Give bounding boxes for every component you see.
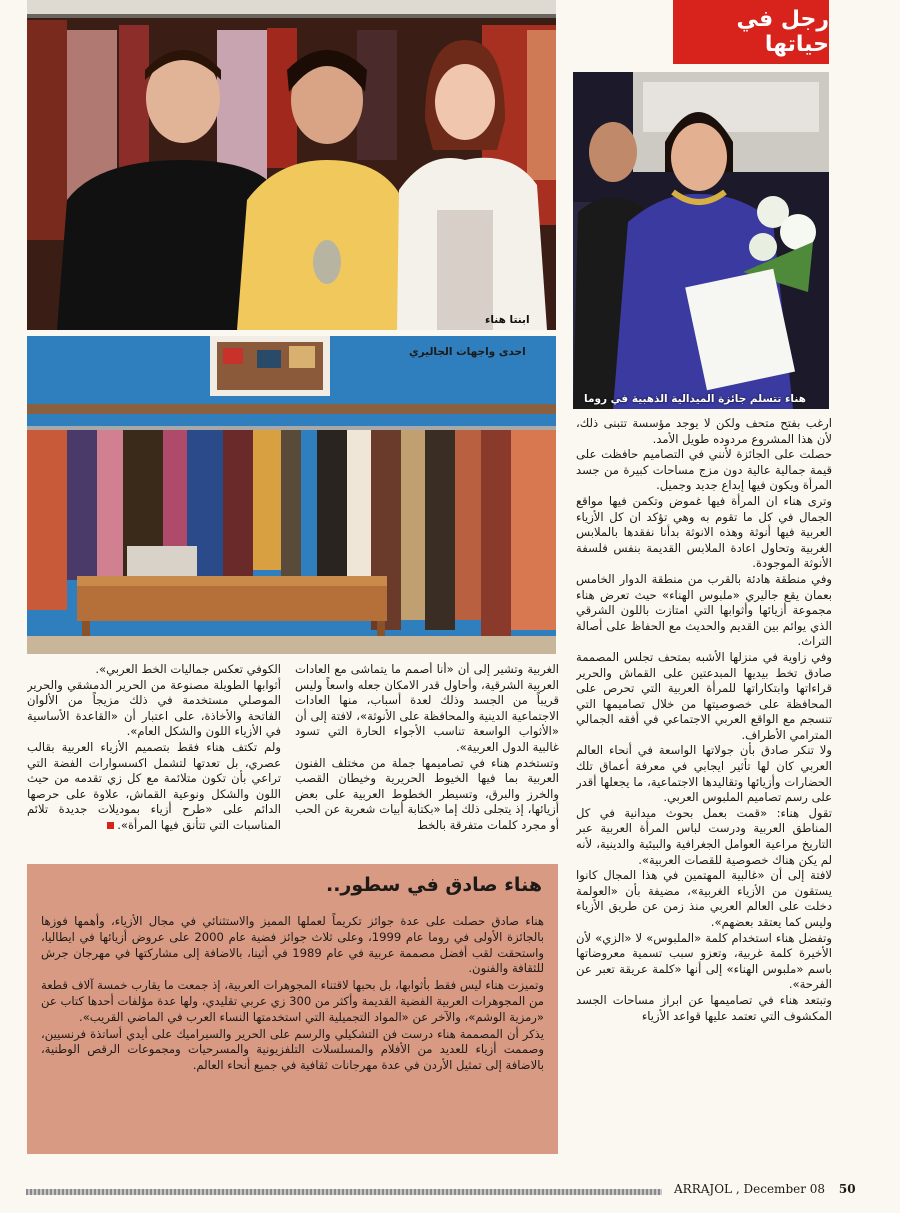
paragraph-text: ولم تكتف هناء فقط بتصميم الأزياء العربية بقالب عصري، بل تعدتها لتشمل اكسسوارات الفضة التي تراعي بأن تكون متلائمة مع كل زي تقدمه من حيث اللون والشكل ونوعية القماش، علاوة على حرصها الدائم على «طرح أزياء بموديلات جديدة تلائم المناسبات التي تتأنق فيها المرأة».	[27, 739, 281, 832]
page-number: 50	[838, 1182, 856, 1196]
paragraph: وفي زاوية في منزلها الأشبه بمتحف تجلس المصممة صادق تخط بيديها المبدعتين على القماش والحرير قراءاتها وابتكاراتها للمرأة العربية التي تحرص على المحافظة على خصوصيتها من خلال تصاميمها التي تنسجم مع الواقع العربي الاجتماعي في أفقه الجمالي المترامي الأطراف.	[576, 649, 832, 742]
caption-award: هناء تتسلم جائزة الميدالية الذهبية في روما	[584, 393, 806, 405]
text-column-right	[576, 416, 832, 1160]
footer-rule	[26, 1189, 662, 1195]
magazine-name: ARRAJOL	[674, 1182, 733, 1196]
paragraph: لافتة إلى أن «غالبية المهتمين في هذا المجال كانوا يستقون من الأزياء الغربية»، مضيفة بأن «العولمة دخلت على العالم العربي منذ زمن عن طريق الأزياء وليس كما يعتقد بعضهم».	[576, 868, 832, 929]
paragraph: وتفضل هناء استخدام كلمة «الملبوس» لا «الزي» لأن الأخيرة كلمة غربية، وتعزو سبب تسمية معروضاتها باسم «ملبوس الهناء» إلى أنها «كلمة عريقة تعبر عن الفرحة».	[576, 930, 832, 992]
photo-daughters-art	[27, 0, 556, 330]
caption-daughters: ابنتا هناء	[485, 314, 530, 326]
paragraph: أثوابها الطويلة مصنوعة من الحرير الدمشقي والحرير الموصلي مستخدمة في ذلك مزيجاً من الألوان الفاتحة والأخاذة، على اعتبار أن «القاعدة الأساسية في الأزياء اللون والشكل العام».	[27, 677, 281, 739]
paragraph: تقول هناء: «قمت بعمل بحوث ميدانية في كل المناطق العربية ودرست لباس المرأة العربية عبر التاريخ مراعية العوامل الجغرافية والبيئية والدينية، لأنه لم يكن هناك خصوصية للقصات العربية».	[576, 805, 832, 867]
bio-box	[27, 864, 558, 1154]
issue-date: December 08	[743, 1182, 826, 1196]
text-column-left	[27, 662, 281, 858]
paragraph: يذكر أن المصممة هناء درست فن التشكيلي والرسم على الحرير والسيراميك على أيدي أساتذة فرنسيين، وصممت أزياء للعديد من الأفلام والمسلسلات التلفزيونية والمسرحيات ومجموعات الرقص الوطنية، بالاضافة إلى تمثيل الأردن في عدة مهرجانات ثقافية في جميع أنحاء العالم.	[41, 1026, 544, 1073]
photo-award	[573, 72, 829, 409]
paragraph: ولا تنكر صادق بأن جولاتها الواسعة في أنحاء العالم العربي كان لها تأثير ايجابي في معرفة أعماق تلك الحضارات وأزيائها وتقاليدها الاجتماعية، ما يجعلها أقدر على رسم تصاميم الملبوس العربي.	[576, 743, 832, 805]
photo-gallery-art	[27, 336, 556, 654]
bio-box-title: هناء صادق في سطور..	[326, 874, 542, 896]
paragraph: حصلت على الجائزة لأنني في التصاميم حافظت على قيمة جمالية عالية دون مزج مساحات كبيرة من جسد المرأة ويكون فيها إبداع جديد وجميل.	[576, 447, 832, 493]
end-mark-icon	[107, 822, 114, 829]
caption-gallery: احدى واجهات الجاليري	[409, 346, 526, 358]
photo-gallery	[27, 336, 556, 654]
paragraph: الكوفي تعكس جماليات الخط العربي».	[95, 662, 281, 676]
section-tag	[673, 0, 829, 64]
paragraph: ارغب بفتح متحف ولكن لا يوجد مؤسسة تتبنى ذلك، لأن هذا المشروع مردوده طويل الأمد.	[576, 416, 832, 446]
section-tag-label: رجل في حياتها	[736, 7, 829, 57]
bio-box-body	[41, 914, 544, 1146]
photo-daughters	[27, 0, 556, 330]
paragraph: وتبتعد هناء في تصاميمها عن ابراز مساحات الجسد المكشوف التي تعتمد عليها قواعد الأزياء	[576, 992, 832, 1023]
paragraph: الغربية وتشير إلى أن «أنا أصمم ما يتماشى مع العادات العربية الشرقية، وأحاول قدر الامكان جعله واسعاً وليس قريباً من الجسد وذلك لعدة أسباب، منها العادات الاجتماعية الدينية والمحافظة على الأنوثة»، لافتة إلى أن «الأثواب الواسعة تناسب الأجواء الحارة التي تسود غالبية الدول العربية».	[295, 662, 559, 754]
paragraph: وتستخدم هناء في تصاميمها جملة من مختلف الفنون العربية بما فيها الخيوط الحريرية وخيطان القصب والخرز والبرق، وتسيطر الخطوط العربية على بعض أزيائها، إذ يتجلى ذلك إما «بكتابة أبيات شعرية عن الحب أو مجرد كلمات متفرقة بالخط	[295, 755, 559, 832]
footer	[674, 1182, 856, 1196]
paragraph	[27, 740, 281, 834]
paragraph: وفي منطقة هادئة بالقرب من منطقة الدوار الخامس بعمان يقع جاليري «ملبوس الهناء» حيث تعرض هناء مجموعة أزيائها وأثوابها التي امتازت باللون الشرقي الذي يوائم بين القديم والحديث مع الحفاظ على أصالة التراث.	[576, 571, 832, 649]
paragraph: وتميزت هناء ليس فقط بأثوابها، بل بحبها لاقتناء المجوهرات العربية، إذ جمعت ما يقارب خمسة آلاف قطعة من المجوهرات العربية الفضية القديمة وأكثر من 300 زي عربي تقليدي، ولها عدة مؤلفات أحدها كتاب عن «رمزية الوشم»، والآخر عن «المواد التجميلية التي استخدمتها النساء العرب في الماضي القريب».	[41, 978, 544, 1024]
paragraph: وترى هناء ان المرأة فيها غموض وتكمن فيها مواقع الجمال في كل ما تقوم به وهي تؤكد ان كل الأزياء العربية فيها أنوثة وهذه الانوثة بدأنا نفقدها بالملابس الغربية وتحاول اعادة الملابس القديمة بنفس فلسفة الأنوثة الموجودة.	[576, 493, 832, 571]
photo-award-art	[573, 72, 829, 409]
text-column-middle	[295, 662, 559, 858]
footer-separator: ,	[735, 1182, 740, 1196]
paragraph: هناء صادق حصلت على عدة جوائز تكريماً لعملها المميز والاستثنائي في مجال الأزياء، وأهمها فوزها بالجائزة الأولى في روما عام 1999، وعلى ثلاث جوائز فضية عام 2000 على عروض أزيائها في ايطاليا، واستحقت لقب أفضل مصممة عربية في عام 1989 في أثينا، بالاضافة إلى مشاركتها في مهرجان جرش للثقافة والفنون.	[41, 914, 545, 976]
